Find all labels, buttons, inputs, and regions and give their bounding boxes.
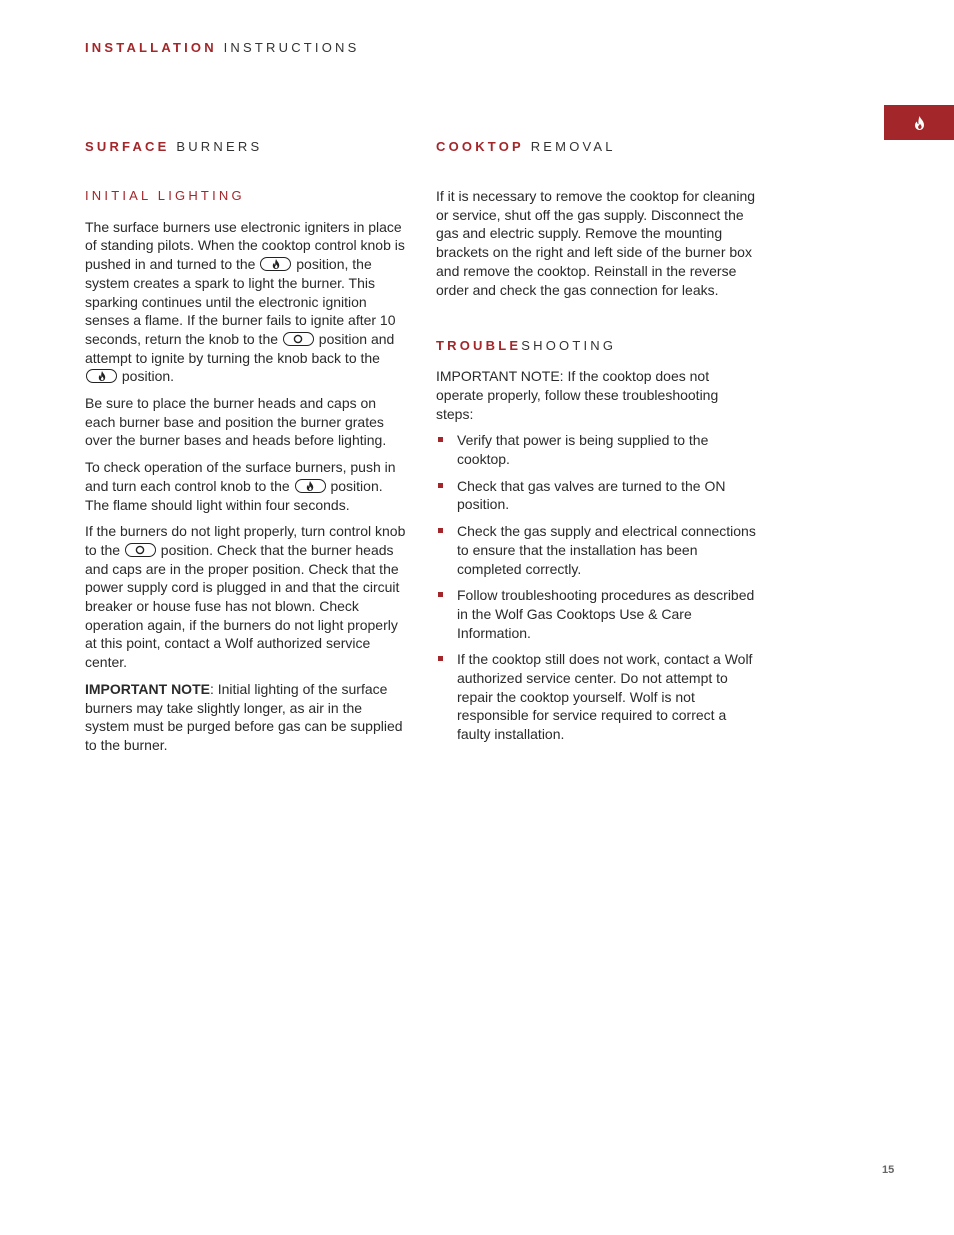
header-bold: INSTALLATION [85,40,217,55]
paragraph-burner-heads: Be sure to place the burner heads and caps on each burner base and position the burner grates over the burner bases and heads before lighting. [85,395,387,449]
troubleshooting-list [436,431,758,744]
flame-icon [914,116,925,130]
cooktop-removal-text: If it is necessary to remove the cooktop for cleaning or service, shut off the gas supply. Disconnect the gas and electric supply. Remove the mounting brackets on the right and left side of the burner box and remove the cooktop. Reinstall in the reverse order and check the gas connection for leaks. [436,188,756,298]
knob-lite-icon [260,257,291,271]
header-light: INSTRUCTIONS [223,40,360,55]
knob-lite-icon [295,479,326,493]
paragraph-important-note: IMPORTANT NOTE: Initial lighting of the surface burners may take slightly longer, as air in the system must be purged before gas can be supplied to the burner. [85,680,403,753]
list-item: Check that gas valves are turned to the ON position. [436,477,758,514]
list-item: Verify that power is being supplied to the cooktop. [436,431,758,468]
knob-off-icon [125,543,156,557]
section-tab [884,105,954,140]
left-column [85,138,407,763]
knob-off-icon [283,332,314,346]
page-number: 15 [882,1164,895,1176]
knob-lite-icon [86,369,117,383]
list-item: If the cooktop still does not work, contact a Wolf authorized service center. Do not attempt to repair the cooktop yourself. Wolf is not responsible for service required to correct a faulty installation. [436,650,758,744]
right-column [436,138,758,752]
paragraph-check-operation: To check operation of the surface burners, push in and turn each control knob to the position. The flame should light within four seconds. [85,459,396,513]
cooktop-removal-title: COOKTOP REMOVAL [436,139,616,154]
troubleshooting-title: TROUBLESHOOTING [436,338,617,354]
page-header [85,40,360,55]
list-item: Follow troubleshooting procedures as described in the Wolf Gas Cooktops Use & Care Information. [436,586,758,642]
paragraph-igniters: The surface burners use electronic igniters in place of standing pilots. When the cooktop control knob is pushed in and turned to the position, the system creates a spark to light the burner. This sparking continues until the electronic ignition senses a flame. If the burner fails to ignite after 10 seconds, return the knob to the position and attempt to ignite by turning the knob back to the position. [85,218,405,385]
important-note-label: IMPORTANT NOTE [85,680,210,697]
initial-lighting-subtitle: INITIAL LIGHTING [85,188,245,203]
troubleshooting-intro: IMPORTANT NOTE: If the cooktop does not operate properly, follow these troubleshooting steps: [436,368,719,422]
surface-burners-title: SURFACE BURNERS [85,139,263,154]
paragraph-not-lighting: If the burners do not light properly, turn control knob to the position. Check that the burner heads and caps are in the proper position. Check that the power supply cord is plugged in and that the circuit breaker or house fuse has not blown. Check operation again, if the burners do not light properly at this point, contact a Wolf authorized service center. [85,523,406,671]
list-item: Check the gas supply and electrical connections to ensure that the installation has been completed correctly. [436,522,758,578]
